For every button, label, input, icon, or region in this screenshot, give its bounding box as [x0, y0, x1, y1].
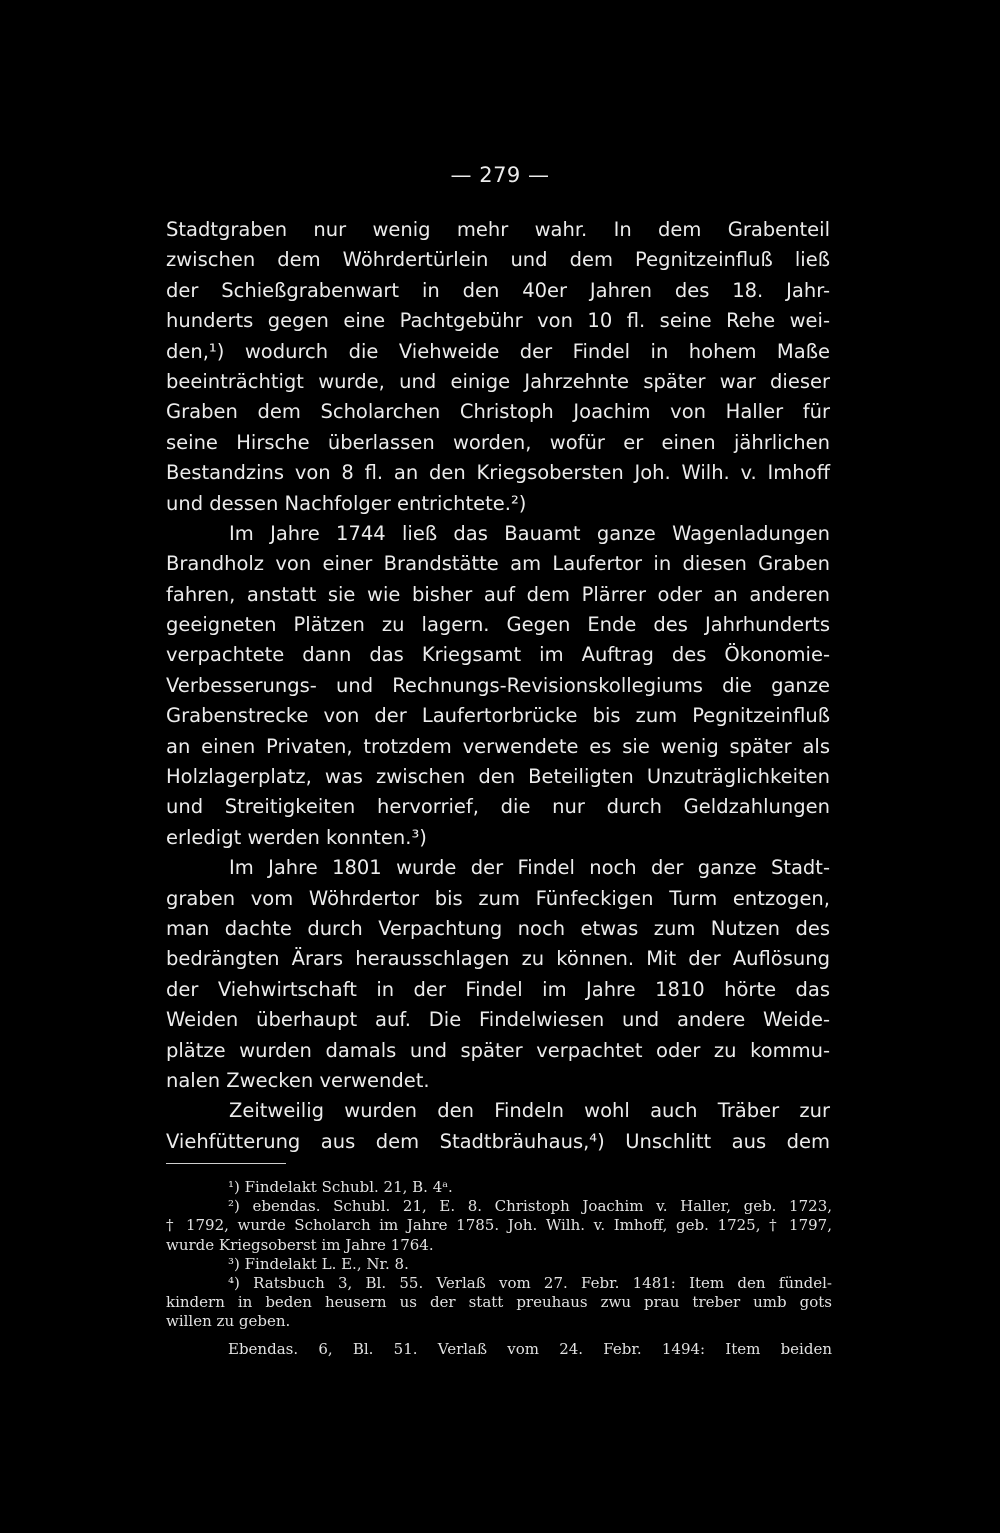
- text-line: hunderts gegen eine Pachtgebühr von 10 fl. seine Rehe wei-: [166, 309, 830, 333]
- footnotes: [166, 1178, 832, 1359]
- footnote-line: ²) ebendas. Schubl. 21, E. 8. Christoph Joachim v. Haller, geb. 1723,: [228, 1197, 832, 1216]
- text-line: fahren, anstatt sie wie bisher auf dem Plärrer oder an anderen: [166, 582, 830, 606]
- footnote-line: † 1792, wurde Scholarch im Jahre 1785. Joh. Wilh. v. Imhoff, geb. 1725, † 1797,: [166, 1216, 832, 1235]
- text-line: erledigt werden konnten.³): [166, 825, 427, 849]
- footnote-separator: [166, 1163, 286, 1164]
- text-line: Brandholz von einer Brandstätte am Laufertor in diesen Graben: [166, 552, 830, 576]
- text-line: den,¹) wodurch die Viehweide der Findel in hohem Maße: [166, 339, 830, 363]
- page-number: — 279 —: [450, 163, 550, 187]
- text-line: plätze wurden damals und später verpachtet oder zu kommu-: [166, 1038, 830, 1062]
- footnote-line: Ebendas. 6, Bl. 51. Verlaß vom 24. Febr. 1494: Item beiden: [228, 1339, 832, 1358]
- footnote-line: kindern in beden heusern us der statt preuhaus zwu prau treber umb gots: [166, 1293, 832, 1312]
- footnote-line: ³) Findelakt L. E., Nr. 8.: [228, 1254, 409, 1273]
- footnote-line: willen zu geben.: [166, 1312, 291, 1331]
- text-line: Verbesserungs- und Rechnungs-Revisionskollegiums die ganze: [166, 673, 830, 697]
- text-line: Im Jahre 1801 wurde der Findel noch der ganze Stadt-: [229, 856, 830, 880]
- text-line: der Viehwirtschaft in der Findel im Jahre 1810 hörte das: [166, 977, 830, 1001]
- text-line: der Schießgrabenwart in den 40er Jahren des 18. Jahr-: [166, 278, 830, 302]
- text-line: Weiden überhaupt auf. Die Findelwiesen und andere Weide-: [166, 1008, 830, 1032]
- footnote-line: ⁴) Ratsbuch 3, Bl. 55. Verlaß vom 27. Febr. 1481: Item den fündel-: [228, 1273, 832, 1292]
- text-line: Stadtgraben nur wenig mehr wahr. In dem Grabenteil: [166, 218, 830, 241]
- text-line: nalen Zwecken verwendet.: [166, 1068, 430, 1092]
- text-line: Zeitweilig wurden den Findeln wohl auch Träber zur: [229, 1099, 830, 1123]
- text-line: geeigneten Plätzen zu lagern. Gegen Ende des Jahrhunderts: [166, 613, 830, 637]
- text-line: seine Hirsche überlassen worden, wofür er einen jährlichen: [166, 430, 830, 454]
- text-line: und Streitigkeiten hervorrief, die nur durch Geldzahlungen: [166, 795, 830, 819]
- main-text: [166, 215, 830, 1157]
- text-line: beeinträchtigt wurde, und einige Jahrzehnte später war dieser: [166, 369, 830, 393]
- text-line: Grabenstrecke von der Laufertorbrücke bis zum Pegnitzeinfluß: [166, 704, 830, 728]
- text-line: Holzlagerplatz, was zwischen den Beteiligten Unzuträglichkeiten: [166, 765, 830, 789]
- text-line: bedrängten Ärars herausschlagen zu können. Mit der Auflösung: [166, 947, 830, 971]
- footnote-line: ¹) Findelakt Schubl. 21, B. 4ᵃ.: [228, 1178, 453, 1196]
- text-line: Viehfütterung aus dem Stadtbräuhaus,⁴) Unschlitt aus dem: [166, 1129, 830, 1153]
- text-line: Graben dem Scholarchen Christoph Joachim von Haller für: [166, 400, 830, 424]
- text-line: graben vom Wöhrdertor bis zum Fünfeckigen Turm entzogen,: [166, 886, 830, 910]
- text-line: und dessen Nachfolger entrichtete.²): [166, 491, 527, 515]
- text-line: man dachte durch Verpachtung noch etwas zum Nutzen des: [166, 916, 830, 940]
- footnote-line: wurde Kriegsoberst im Jahre 1764.: [166, 1235, 434, 1254]
- text-line: Bestandzins von 8 fl. an den Kriegsobersten Joh. Wilh. v. Imhoff: [166, 461, 830, 485]
- text-line: an einen Privaten, trotzdem verwendete es sie wenig später als: [166, 734, 830, 758]
- text-line: zwischen dem Wöhrdertürlein und dem Pegnitzeinfluß ließ: [166, 248, 830, 272]
- text-line: Im Jahre 1744 ließ das Bauamt ganze Wagenladungen: [229, 521, 830, 545]
- text-line: verpachtete dann das Kriegsamt im Auftrag des Ökonomie-: [166, 643, 830, 667]
